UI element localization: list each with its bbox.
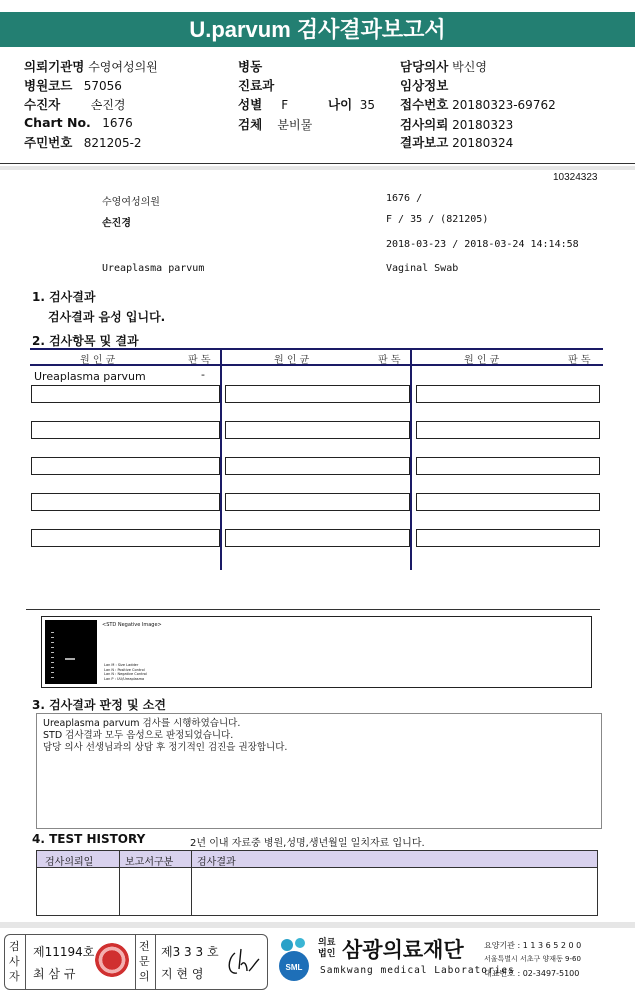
- section4-heading: 4. TEST HISTORY: [32, 832, 146, 846]
- specialist-divider-left: [135, 935, 136, 989]
- result-cell: [31, 385, 220, 403]
- ward-row: 병동: [238, 59, 263, 74]
- signature-box: [4, 934, 268, 990]
- org-english-name: Samkwang medical Laboratories: [320, 965, 515, 976]
- clinical-row: 임상정보: [400, 78, 449, 93]
- gel-lane-labels: Lan M : Size Ladder Lan N : Positive Control Lan N : Negative Control Lan P : UU/Ureaplasma: [104, 663, 147, 681]
- result-cell: [416, 493, 600, 511]
- request-row: 검사의뢰 20180323: [400, 117, 514, 132]
- table-top-rule: [30, 348, 603, 350]
- patient-row: 수진자 손진경: [24, 97, 126, 112]
- col-judgement-3: 판 독: [568, 355, 591, 366]
- control-band: [65, 658, 75, 660]
- section3-heading: 3. 검사결과 판정 및 소견: [32, 698, 166, 712]
- gel-title: <STD Negative Image>: [102, 622, 162, 628]
- signature-mark: [225, 945, 261, 981]
- summary-code: 10324323: [553, 172, 598, 183]
- history-col-type: 보고서구분: [125, 857, 174, 868]
- report-title: U.parvum 검사결과보고서: [0, 12, 635, 47]
- result-cell: [416, 385, 600, 403]
- specialist-number: 제3 3 3 호: [161, 945, 219, 959]
- hospital-code-row: 병원코드 57056: [24, 78, 122, 93]
- result-cell: [225, 457, 410, 475]
- summary-organism: Ureaplasma parvum: [102, 263, 205, 274]
- result-cell: [416, 421, 600, 439]
- summary-patient: 손진경: [102, 218, 131, 229]
- id-row: 주민번호 821205-2: [24, 135, 142, 150]
- opinion-box: [36, 713, 602, 829]
- gel-divider: [26, 609, 600, 610]
- result-cell: [31, 493, 220, 511]
- sml-logo-icon: [274, 936, 314, 982]
- col-pathogen-2: 원 인 균: [274, 355, 310, 366]
- dept-row: 진료과: [238, 78, 275, 93]
- col-judgement-2: 판 독: [378, 355, 401, 366]
- column-divider-1: [220, 348, 222, 570]
- result-cell: [31, 421, 220, 439]
- specialist-name: 지 현 영: [161, 967, 204, 981]
- institution-row: 의뢰기관명 수영여성의원: [24, 59, 158, 74]
- summary-chart: 1676 /: [386, 193, 423, 204]
- first-item-name: Ureaplasma parvum: [34, 370, 146, 383]
- header-shadow: [0, 166, 635, 170]
- official-seal: [95, 943, 129, 977]
- sex-row: 성별 F: [238, 97, 289, 112]
- institution-code: 요양기관 : 1 1 3 6 5 2 0 0: [484, 941, 582, 950]
- result-cell: [225, 385, 410, 403]
- result-cell: [225, 421, 410, 439]
- history-divider-2: [191, 851, 192, 915]
- specialist-divider-right: [155, 935, 156, 989]
- result-cell: [225, 493, 410, 511]
- tester-label: 검 사 자: [9, 940, 20, 983]
- result-cell: [416, 529, 600, 547]
- doctor-row: 담당의사 박신영: [400, 59, 487, 74]
- col-judgement-1: 판 독: [188, 355, 211, 366]
- section2-heading: 2. 검사항목 및 결과: [32, 334, 139, 348]
- chart-row: Chart No. 1676: [24, 115, 133, 130]
- age-row: 나이 35: [328, 97, 376, 112]
- tester-number: 제11194호: [33, 945, 95, 959]
- history-divider-1: [119, 851, 120, 915]
- result-cell: [225, 529, 410, 547]
- history-header-row: [37, 851, 597, 868]
- footer-shadow: [0, 922, 635, 928]
- table-header-rule: [30, 364, 603, 366]
- col-pathogen-3: 원 인 균: [464, 355, 500, 366]
- summary-sex-age: F / 35 / (821205): [386, 214, 489, 225]
- header-divider: [0, 163, 635, 164]
- org-address: 서울특별시 서초구 양재동 9-60: [484, 955, 581, 963]
- report-row: 결과보고 20180324: [400, 135, 514, 150]
- summary-dates: 2018-03-23 / 2018-03-24 14:14:58: [386, 239, 579, 250]
- history-col-request: 검사의뢰일: [45, 857, 94, 868]
- section1-result: 검사결과 음성 입니다.: [48, 310, 166, 324]
- svg-text:SML: SML: [285, 963, 303, 972]
- result-cell: [31, 457, 220, 475]
- ladder-bands: [51, 628, 54, 680]
- org-type: 의료 법인: [318, 938, 336, 959]
- specialist-label: 전 문 의: [139, 940, 150, 983]
- section1-heading: 1. 검사결과: [32, 290, 96, 304]
- summary-specimen: Vaginal Swab: [386, 263, 459, 274]
- result-cell: [416, 457, 600, 475]
- tester-divider: [25, 935, 26, 989]
- col-pathogen-1: 원 인 균: [80, 355, 116, 366]
- history-col-result: 검사결과: [197, 857, 236, 868]
- summary-institution: 수영여성의원: [102, 197, 160, 208]
- column-divider-2: [410, 348, 412, 570]
- gel-image: [45, 620, 97, 684]
- org-phone: 대표번호 : 02-3497-5100: [484, 969, 580, 978]
- result-cell: [31, 529, 220, 547]
- specimen-row: 검체 분비물: [238, 117, 313, 132]
- sml-logo: [274, 936, 314, 982]
- receipt-row: 접수번호 20180323-69762: [400, 97, 556, 112]
- tester-name: 최 삼 규: [33, 967, 76, 981]
- history-note: 2년 이내 자료중 병원,성명,생년월일 일치자료 입니다.: [190, 838, 425, 849]
- history-table: [36, 850, 598, 916]
- opinion-text: Ureaplasma parvum 검사를 시행하였습니다. STD 검사결과 모두 음성으로 판정되었습니다. 담당 의사 선생님과의 상담 후 정기적인 검진을 권장합니다.: [43, 718, 288, 753]
- gel-image-box: [41, 616, 592, 688]
- first-item-value: -: [201, 368, 205, 381]
- org-name: 삼광의료재단: [342, 938, 464, 962]
